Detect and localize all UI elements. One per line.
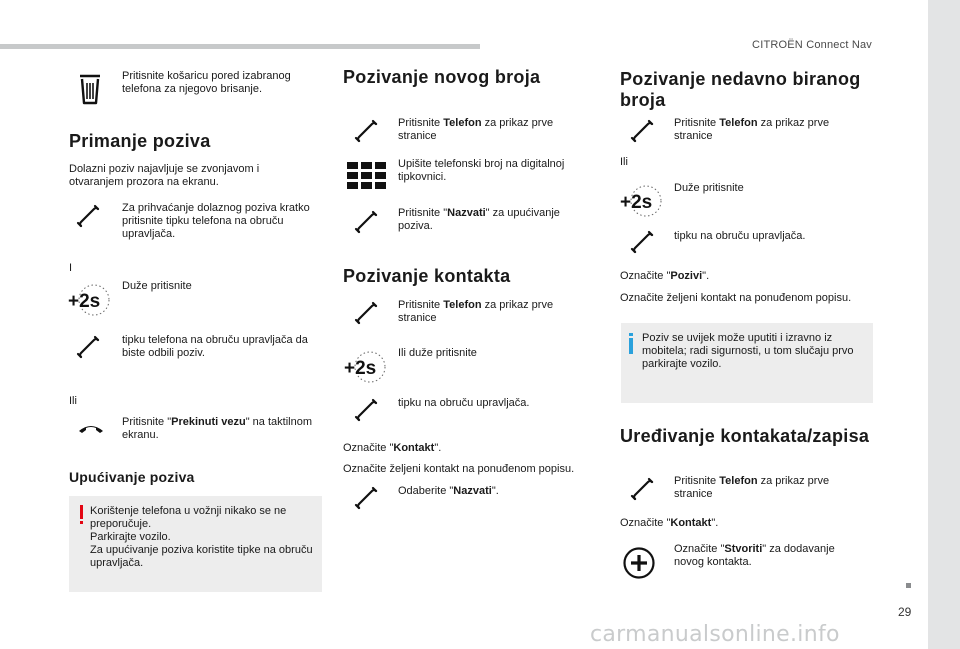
phone-handset-icon	[74, 202, 104, 232]
phone-handset-icon	[352, 299, 382, 329]
top-rule	[0, 44, 480, 49]
hold-2s-icon	[66, 282, 112, 318]
hold-2s-icon	[342, 349, 388, 385]
page-number: 29	[898, 605, 912, 619]
heading-nedavno-biranog: Pozivanje nedavno biranog broja	[620, 69, 861, 110]
page-edge-bar	[928, 0, 960, 649]
kontakt-select-list: Označite željeni kontakt na ponuđenom popisu.	[343, 463, 575, 475]
kontakt-step-nazvati: Odaberite "Nazvati".	[398, 485, 499, 497]
phone-handset-icon	[74, 333, 104, 363]
nedavno-long-press: Duže pritisnite	[674, 182, 744, 194]
watermark: carmanualsonline.info	[590, 622, 840, 647]
phone-handset-icon	[352, 396, 382, 426]
info-text: Poziv se uvijek može uputiti i izravno iz mobitela; radi sigurnosti, u tom slučaju prvo parkirajte vozilo.	[642, 332, 854, 370]
heading-primanje-poziva: Primanje poziva	[69, 131, 211, 151]
phone-handset-icon	[352, 117, 382, 147]
nedavno-step-telefon: Pritisnite Telefon za prikaz prve stranice	[674, 117, 830, 142]
phone-handset-icon	[352, 208, 382, 238]
uredivanje-step-stvoriti: Označite "Stvoriti" za dodavanje novog kontakta.	[674, 543, 835, 568]
kontakt-step-tipka: tipku na obruču upravljača.	[398, 397, 530, 409]
phone-handset-icon	[628, 475, 658, 505]
trash-icon	[76, 72, 104, 106]
svg-text:+2s: +2s	[68, 291, 101, 312]
info-icon	[629, 338, 633, 354]
long-press-label: Duže pritisnite	[122, 280, 192, 292]
hang-up-step: Pritisnite "Prekinuti vezu" na taktilnom ekranu.	[122, 416, 312, 441]
primanje-intro: Dolazni poziv najavljuje se zvonjavom i otvaranjem prozora na ekranu.	[69, 163, 260, 188]
nedavno-select-pozivi: Označite "Pozivi".	[620, 270, 710, 282]
accept-call-step: Za prihvaćanje dolaznog poziva kratko pritisnite tipku telefona na obruču upravljača.	[122, 202, 310, 240]
reject-call-step: tipku telefona na obruču upravljača da biste odbili poziv.	[122, 334, 308, 359]
or-label: I	[69, 262, 73, 274]
add-contact-icon	[622, 546, 656, 580]
page-marker	[906, 583, 911, 588]
heading-upucivanje-poziva: Upućivanje poziva	[69, 469, 195, 485]
warning-dot	[80, 521, 83, 524]
kontakt-step-telefon: Pritisnite Telefon za prikaz prve stranice	[398, 299, 554, 324]
hang-up-icon	[76, 418, 106, 438]
svg-text:+2s: +2s	[620, 192, 653, 213]
or-label: Ili	[69, 395, 77, 407]
keypad-icon	[346, 161, 388, 191]
phone-handset-icon	[352, 484, 382, 514]
novi-step-telefon: Pritisnite Telefon za prikaz prve stranice	[398, 117, 554, 142]
heading-pozivanje-kontakta: Pozivanje kontakta	[343, 266, 511, 286]
info-dot	[629, 333, 633, 336]
kontakt-long-press: Ili duže pritisnite	[398, 347, 477, 359]
kontakt-select: Označite "Kontakt".	[343, 442, 442, 454]
novi-step-nazvati: Pritisnite "Nazvati" za upućivanje poziva.	[398, 207, 560, 232]
svg-text:+2s: +2s	[344, 358, 377, 379]
heading-uredivanje: Uređivanje kontakata/zapisa	[620, 426, 870, 446]
or-label: Ili	[620, 156, 628, 168]
uredivanje-select-kontakt: Označite "Kontakt".	[620, 517, 719, 529]
warning-text: Korištenje telefona u vožnji nikako se ne preporučuje. Parkirajte vozilo. Za upućivanje poziva koristite tipke na obruču upravljača.	[90, 505, 313, 569]
brand-label: CITROËN Connect Nav	[752, 39, 872, 51]
nedavno-select-list: Označite željeni kontakt na ponuđenom popisu.	[620, 292, 852, 304]
heading-pozivanje-novog-broja: Pozivanje novog broja	[343, 67, 541, 87]
warning-icon	[80, 505, 83, 519]
hold-2s-icon	[618, 183, 664, 219]
phone-handset-icon	[628, 117, 658, 147]
novi-step-keypad: Upišite telefonski broj na digitalnoj tipkovnici.	[398, 158, 565, 183]
trash-instruction: Pritisnite košaricu pored izabranog telefona za njegovo brisanje.	[122, 70, 291, 95]
nedavno-step-tipka: tipku na obruču upravljača.	[674, 230, 806, 242]
phone-handset-icon	[628, 228, 658, 258]
uredivanje-step-telefon: Pritisnite Telefon za prikaz prve stranice	[674, 475, 830, 500]
